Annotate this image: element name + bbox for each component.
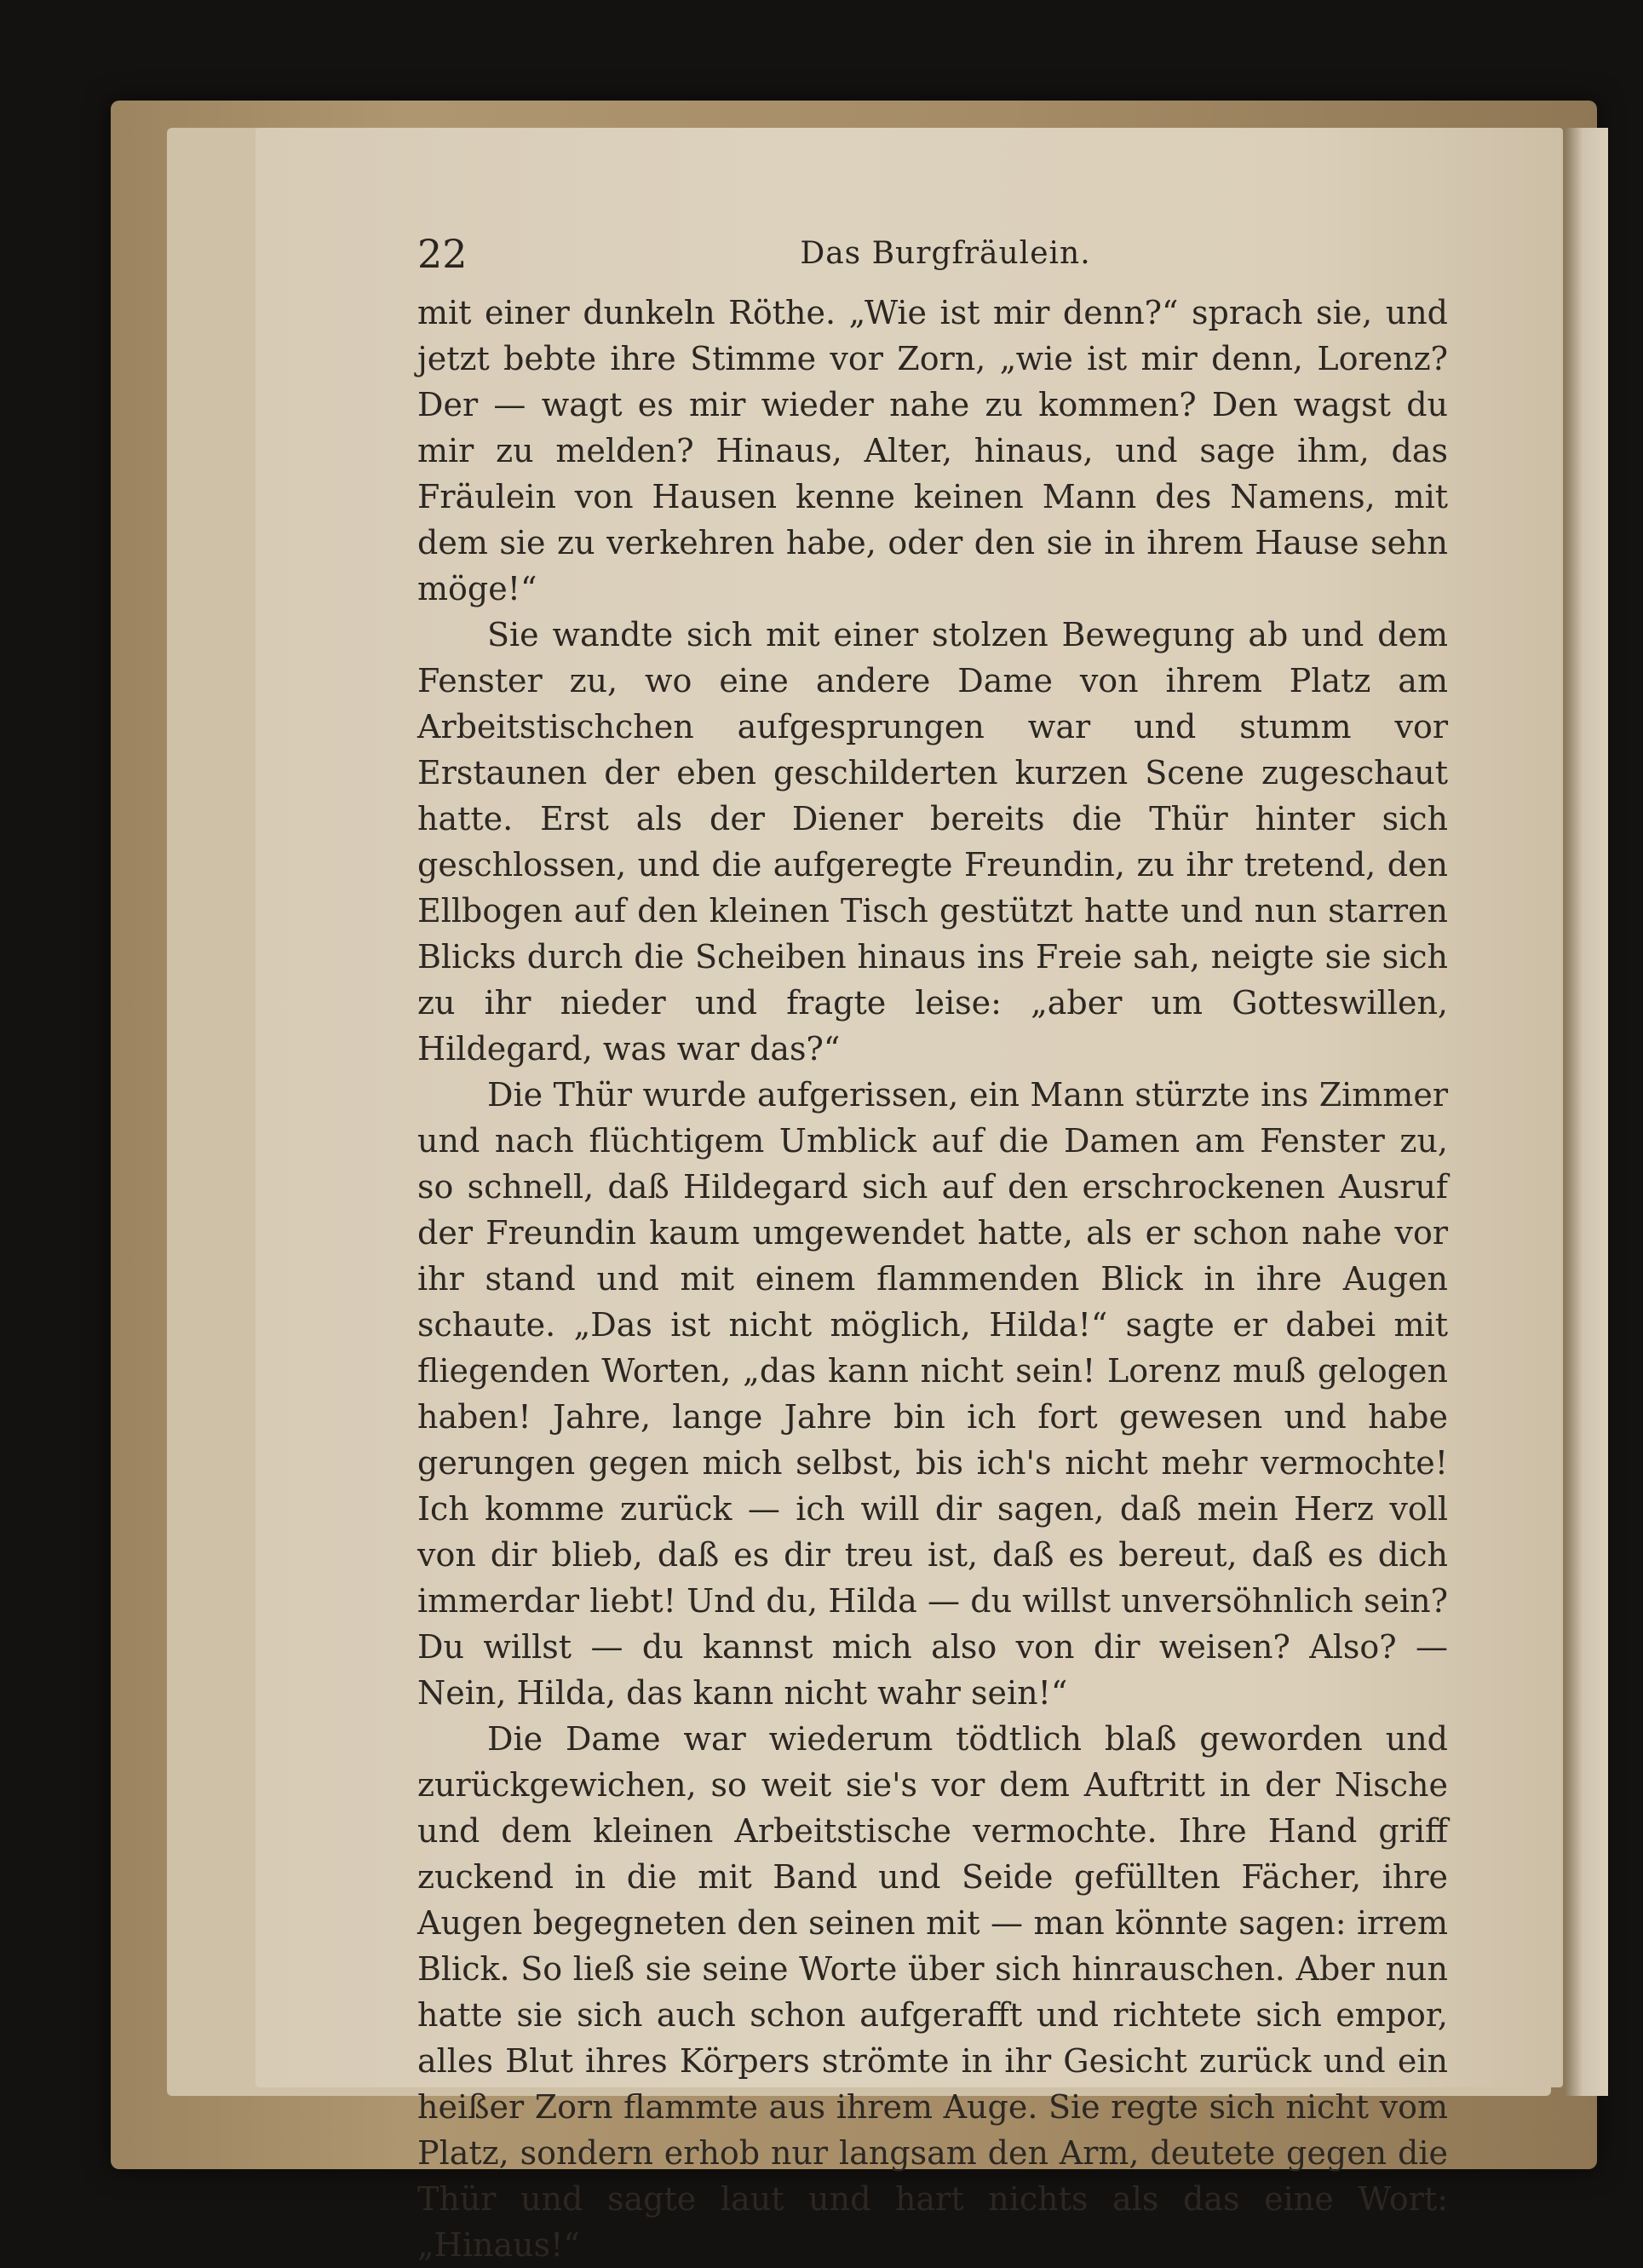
paragraph: mit einer dunkeln Röthe. „Wie ist mir denn?“ sprach sie, und jetzt bebte ihre Stimme vor Zorn, „wie ist mir denn, Lorenz? Der — wagt es mir wieder nahe zu kommen? Den wagst du mir zu melden? Hinaus, Alter, hinaus, und sage ihm, das Fräulein von Hausen kenne keinen Mann des Namens, mit dem sie zu verkehren habe, oder den sie in ihrem Hause sehn möge!“ xyxy=(417,294,1448,607)
running-title: Das Burgfräulein. xyxy=(800,236,1091,271)
paragraph: Die Thür wurde aufgerissen, ein Mann stürzte ins Zimmer und nach flüchtigem Umblick auf die Damen am Fenster zu, so schnell, daß Hildegard sich auf den erschrockenen Ausruf der Freundin kaum umgewendet hatte, als er schon nahe vor ihr stand und mit einem flammenden Blick in ihre Augen schaute. „Das ist nicht möglich, Hilda!“ sagte er dabei mit fliegenden Worten, „das kann nicht sein! Lorenz muß gelogen haben! Jahre, lange Jahre bin ich fort gewesen und habe gerungen gegen mich selbst, bis ich's nicht mehr vermochte! Ich komme zurück — ich will dir sagen, daß mein Herz voll von dir blieb, daß es dir treu ist, daß es bereut, daß es dich immerdar liebt! Und du, Hilda — du willst unversöhnlich sein? Du willst — du kannst mich also von dir weisen? Also? — Nein, Hilda, das kann nicht wahr sein!“ xyxy=(417,1076,1448,1712)
body-text xyxy=(417,290,1448,2268)
paragraph: Sie wandte sich mit einer stolzen Bewegung ab und dem Fenster zu, wo eine andere Dame von ihrem Platz am Arbeitstischchen aufgesprungen war und stumm vor Erstaunen der eben geschilderten kurzen Scene zugeschaut hatte. Erst als der Diener bereits die Thür hinter sich geschlossen, und die aufgeregte Freundin, zu ihr tretend, den Ellbogen auf den kleinen Tisch gestützt hatte und nun starren Blicks durch die Scheiben hinaus ins Freie sah, neigte sie sich zu ihr nieder und fragte leise: „aber um Gotteswillen, Hildegard, was war das?“ xyxy=(417,616,1448,1068)
page-header xyxy=(417,228,1474,279)
facing-page-edge xyxy=(1565,128,1608,2096)
paragraph: Die Dame war wiederum tödtlich blaß geworden und zurückgewichen, so weit sie's vor dem Auftritt in der Nische und dem kleinen Arbeitstische vermochte. Ihre Hand griff zuckend in die mit Band und Seide gefüllten Fächer, ihre Augen begegneten den seinen mit — man könnte sagen: irrem Blick. So ließ sie seine Worte über sich hinrauschen. Aber nun hatte sie sich auch schon aufgerafft und richtete sich empor, alles Blut ihres Körpers strömte in ihr Gesicht zurück und ein heißer Zorn flammte aus ihrem Auge. Sie regte sich nicht vom Platz, sondern erhob nur langsam den Arm, deutete gegen die Thür und sagte laut und hart nichts als das eine Wort: „Hinaus!“ xyxy=(417,1720,1448,2264)
page-number: 22 xyxy=(417,231,468,277)
